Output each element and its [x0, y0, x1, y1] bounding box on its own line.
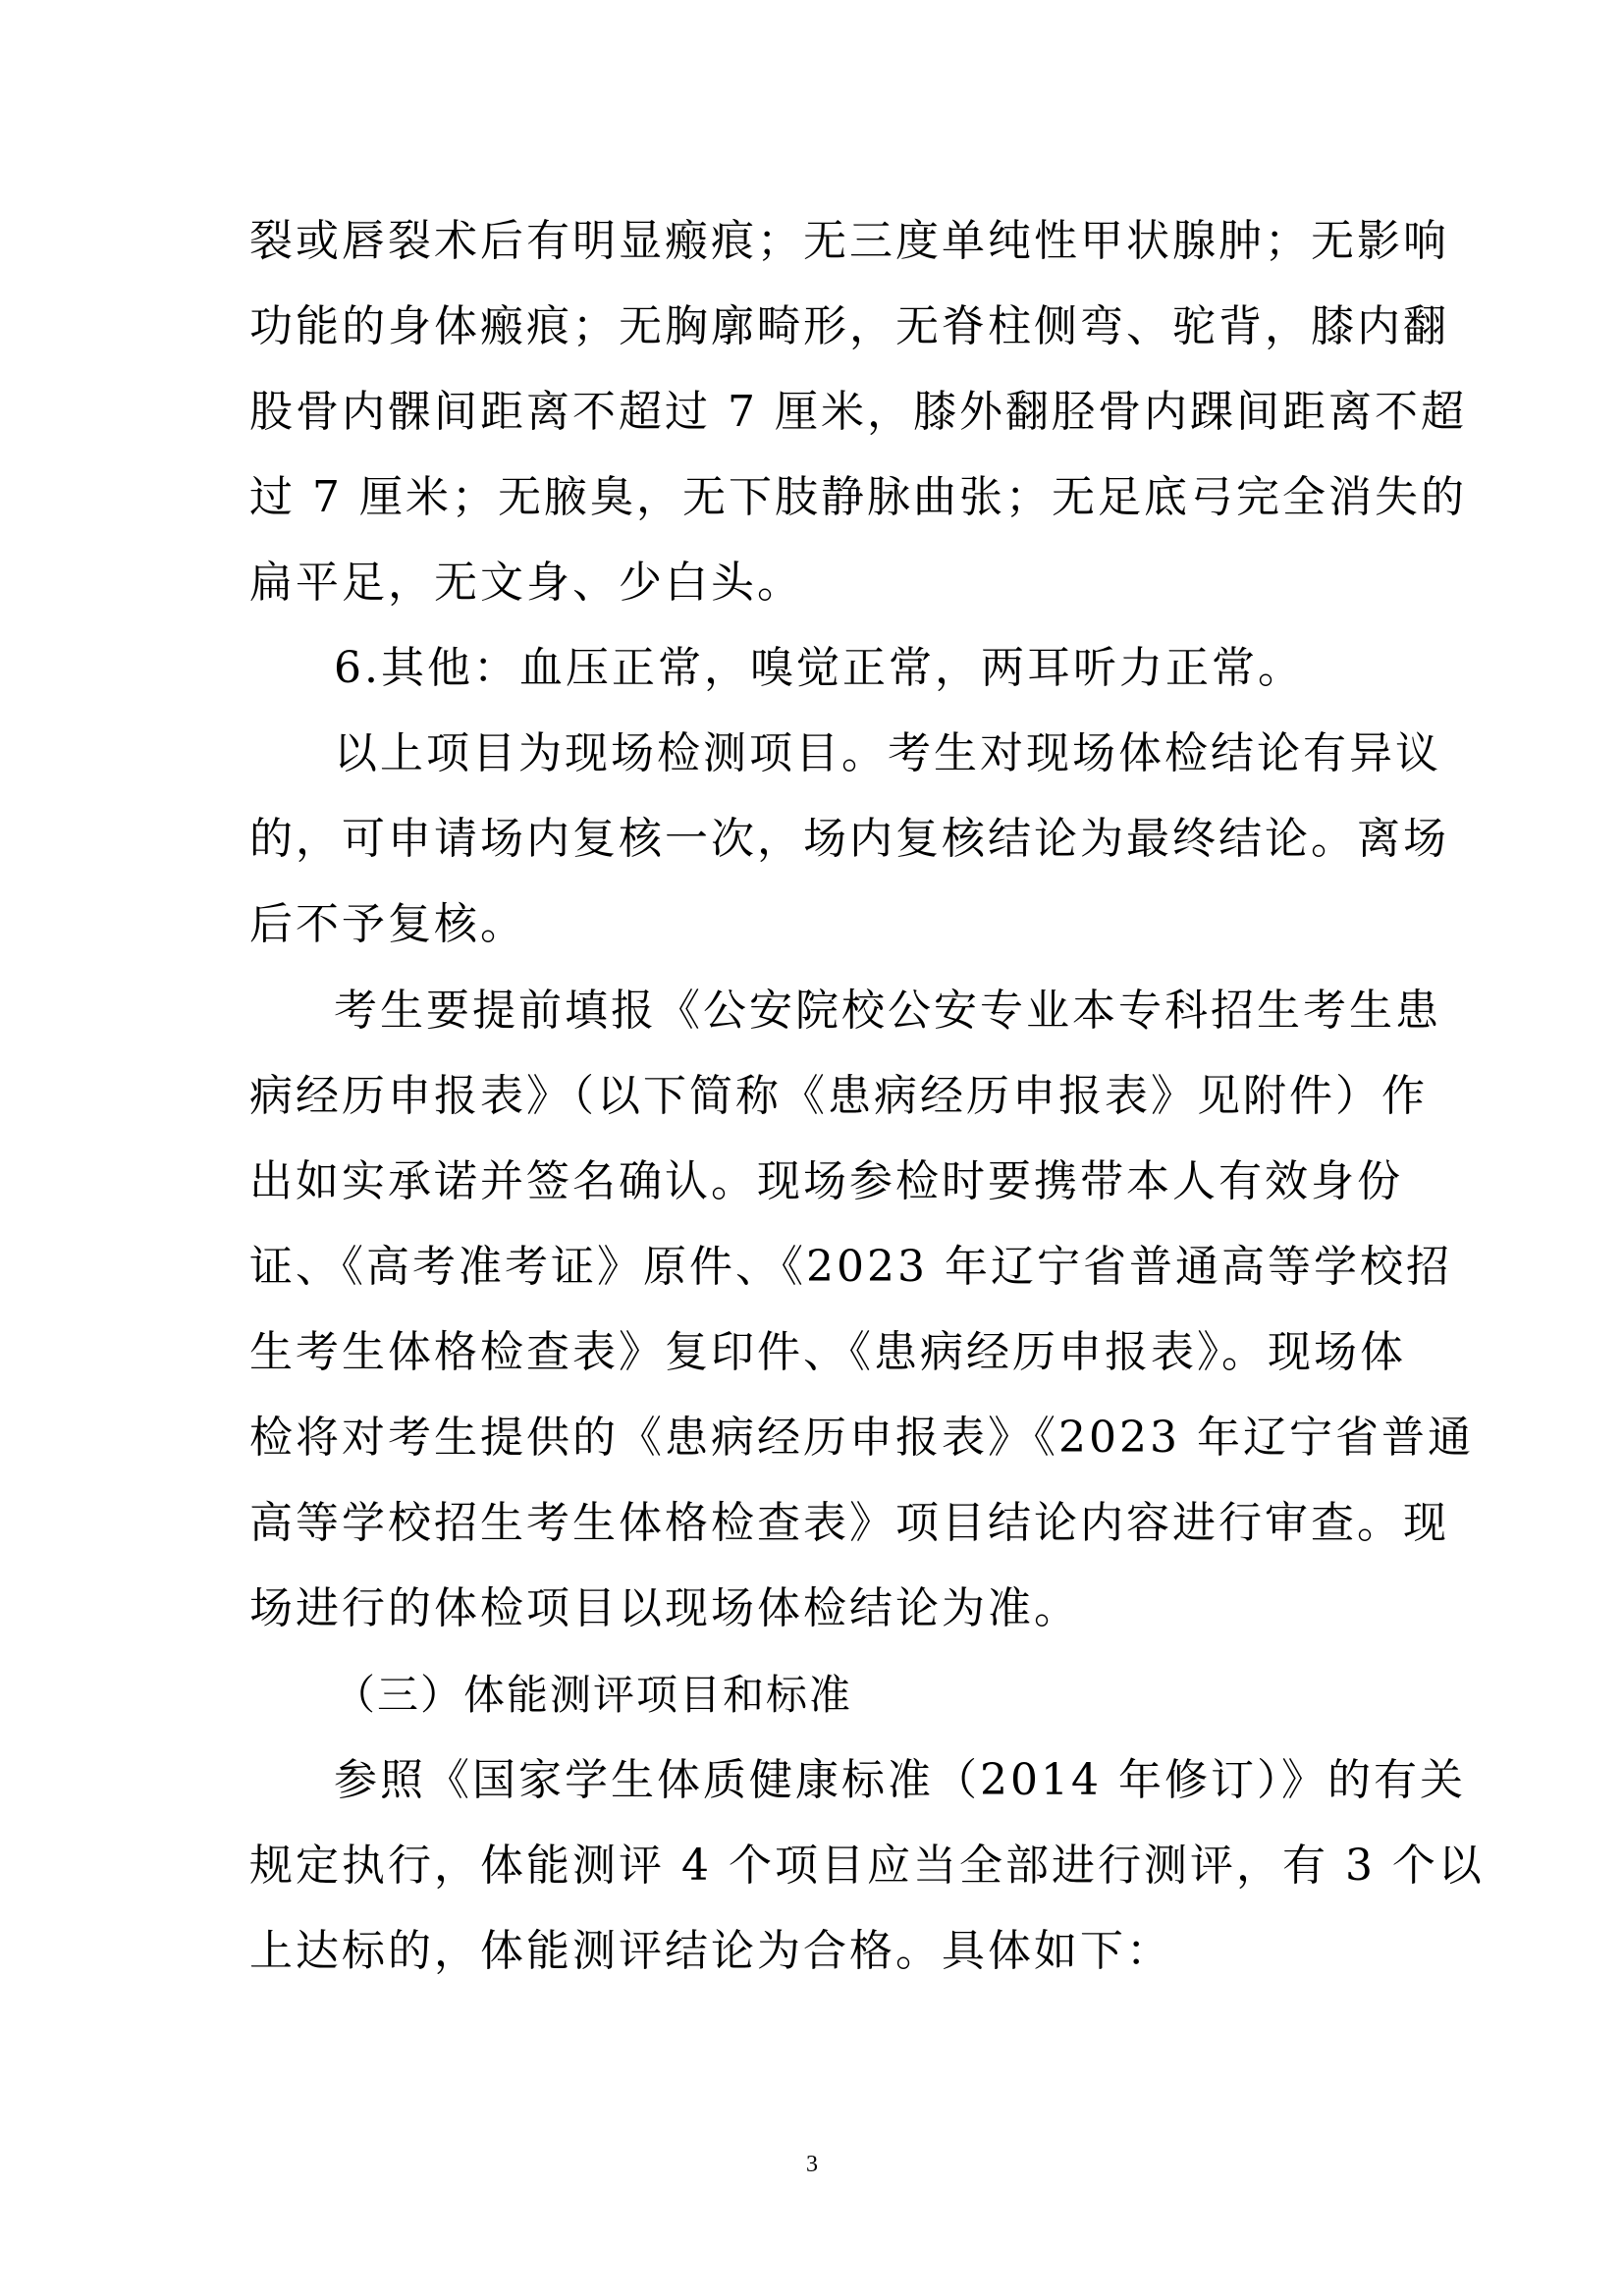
body-text-line: 生考生体格检查表》复印件、《患病经历申报表》。现场体 — [249, 1327, 1406, 1377]
body-text-line: 后不予复核。 — [249, 899, 526, 949]
body-text-line: 裂或唇裂术后有明显瘢痕；无三度单纯性甲状腺肿；无影响 — [249, 216, 1449, 266]
body-text-line: 过 7 厘米；无腋臭，无下肢静脉曲张；无足底弓完全消失的 — [249, 472, 1467, 522]
body-text-line: 高等学校招生考生体格检查表》项目结论内容进行审查。现 — [249, 1498, 1449, 1548]
body-text-line: 的，可申请场内复核一次，场内复核结论为最终结论。离场 — [249, 814, 1449, 864]
paragraph-first-line: 以上项目为现场检测项目。考生对现场体检结论有异议 — [334, 728, 1441, 778]
body-text-line: 病经历申报表》（以下简称《患病经历申报表》见附件）作 — [249, 1071, 1428, 1121]
paragraph-first-line: 参照《国家学生体质健康标准（2014 年修订）》的有关 — [334, 1755, 1466, 1805]
paragraph-first-line: 6.其他：血压正常，嗅觉正常，两耳听力正常。 — [334, 643, 1304, 693]
body-text-line: 股骨内髁间距离不超过 7 厘米，膝外翻胫骨内踝间距离不超 — [249, 387, 1467, 437]
body-text-line: 规定执行，体能测评 4 个项目应当全部进行测评，有 3 个以 — [249, 1841, 1485, 1891]
page-number: 3 — [806, 2152, 818, 2177]
paragraph-first-line: 考生要提前填报《公安院校公安专业本专科招生考生患 — [334, 986, 1441, 1036]
section-heading: （三）体能测评项目和标准 — [334, 1671, 853, 1719]
body-text-line: 出如实承诺并签名确认。现场参检时要携带本人有效身份 — [249, 1156, 1403, 1206]
body-text-line: 检将对考生提供的《患病经历申报表》《2023 年辽宁省普通 — [249, 1413, 1474, 1463]
body-text-line: 证、《高考准考证》原件、《2023 年辽宁省普通高等学校招 — [249, 1242, 1452, 1292]
body-text-line: 场进行的体检项目以现场体检结论为准。 — [249, 1583, 1080, 1633]
body-text-line: 功能的身体瘢痕；无胸廓畸形，无脊柱侧弯、驼背，膝内翻 — [249, 301, 1449, 351]
body-text-line: 扁平足，无文身、少白头。 — [249, 558, 803, 608]
body-text-line: 上达标的，体能测评结论为合格。具体如下： — [249, 1926, 1172, 1976]
